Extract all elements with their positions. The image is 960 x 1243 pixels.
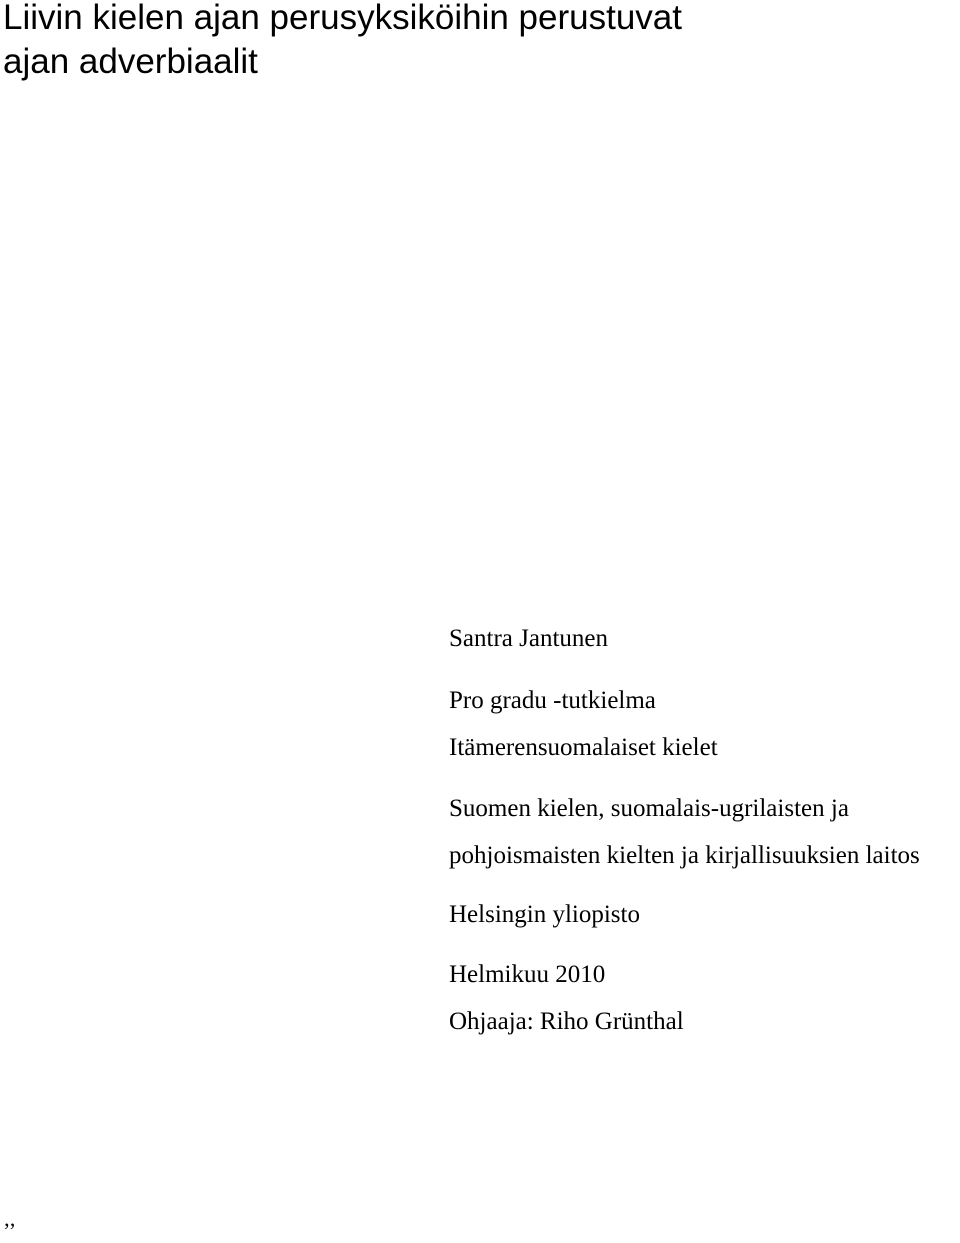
supervisor-line: Ohjaaja: Riho Grünthal (449, 1008, 684, 1035)
subject-line: Itämerensuomalaiset kielet (449, 734, 718, 761)
department-line-2: pohjoismaisten kielten ja kirjallisuuksien laitos (449, 842, 920, 869)
footer-mark: ’’ (3, 1218, 17, 1243)
date-line: Helmikuu 2010 (449, 961, 606, 988)
department-line-1: Suomen kielen, suomalais-ugrilaisten ja (449, 795, 849, 822)
author-name: Santra Jantunen (449, 625, 608, 652)
thesis-type: Pro gradu -tutkielma (449, 687, 656, 714)
document-title (3, 0, 953, 84)
title-line-1: Liivin kielen ajan perusyksiköihin perustuvat (3, 0, 682, 37)
university-name: Helsingin yliopisto (449, 901, 640, 928)
title-line-2: ajan adverbiaalit (3, 42, 258, 81)
